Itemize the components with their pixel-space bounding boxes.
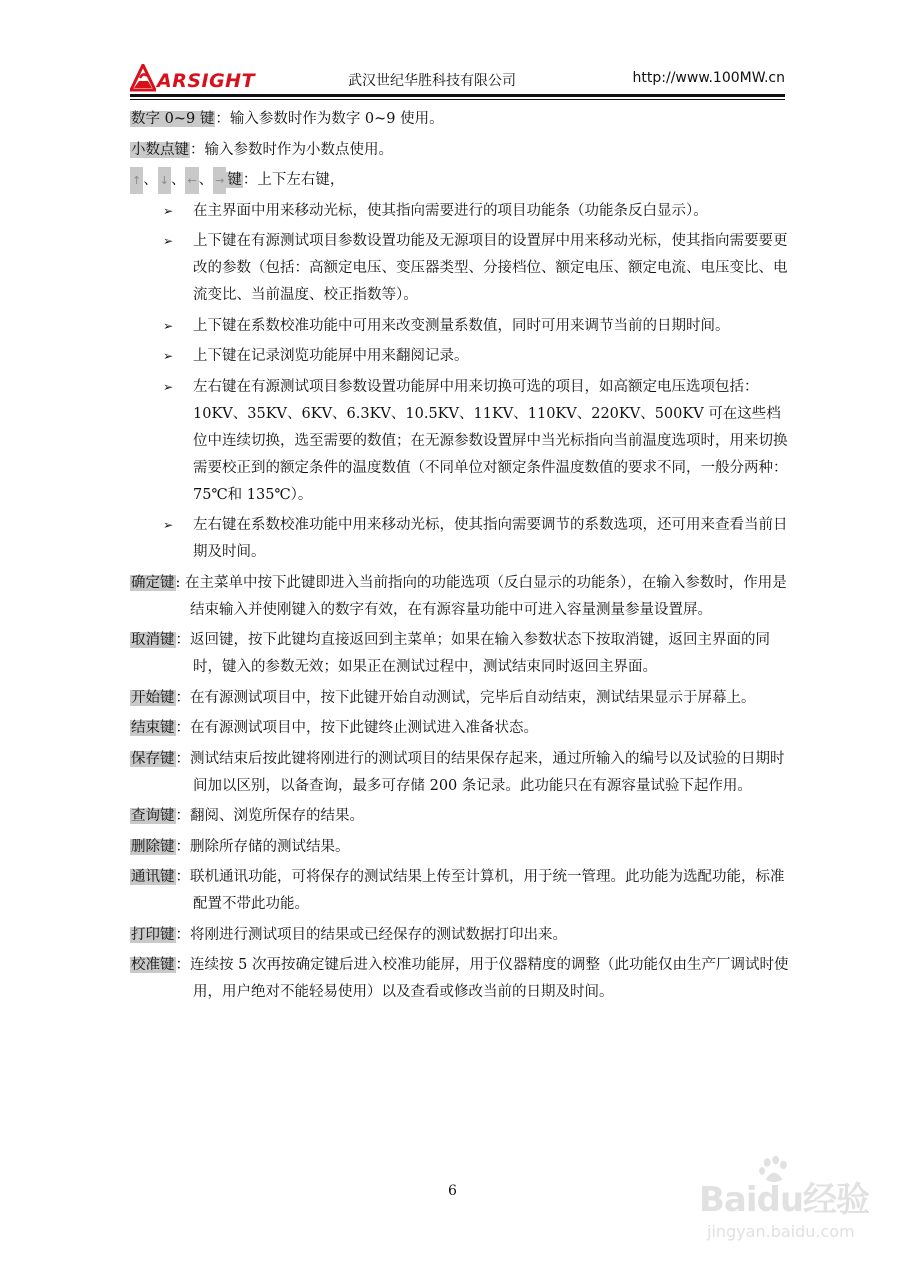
list-item: ➢ 上下键在有源测试项目参数设置功能及无源项目的设置屏中用来移动光标，使其指向需要要更改的参数（包括：高额定电压、变压器类型、分接档位、额定电压、额定电流、电压变比、电流变比、当前温度、校正指数等）。 — [130, 228, 790, 309]
bullet-arrow-icon: ➢ — [163, 349, 174, 363]
company-name: 武汉世纪华胜科技有限公司 — [348, 73, 516, 89]
key-label: 键 — [227, 172, 242, 188]
entry-text: ：联机通讯功能，可将保存的测试结果上传至计算机，用于统一管理。此功能为选配功能，标准配置不带此功能。 — [175, 869, 785, 912]
company-url: http://www.100MW.cn — [632, 70, 785, 86]
entry-text: ：返回键，按下此键均直接返回到主菜单；如果在输入参数状态下按取消键，返回主界面的同时，键入的参数无效；如果正在测试过程中，测试结束同时返回主界面。 — [175, 632, 770, 675]
bullet-arrow-icon: ➢ — [163, 203, 174, 218]
key-label: 保存键 — [131, 750, 175, 767]
entry-text: ：输入参数时作为数字 0~9 使用。 — [215, 111, 444, 127]
up-arrow-icon: ↑ — [130, 167, 143, 194]
entry-text: ：在有源测试项目中，按下此键开始自动测试，完毕后自动结束，测试结果显示于屏幕上。 — [175, 689, 756, 706]
entry-text: : 在主菜单中按下此键即进入当前指向的功能选项（反白显示的功能条），在输入参数时，作用是结束输入并使刚键入的数字有效，在有源容量功能中可进入容量测量参量设置屏。 — [175, 574, 787, 618]
key-label: 确定键 — [131, 574, 175, 591]
logo-text: ARSIGHT — [157, 70, 256, 92]
down-arrow-icon: ↓ — [158, 167, 171, 194]
header-rule-thin — [130, 99, 785, 100]
entry-comm — [130, 864, 790, 918]
manual-content — [130, 106, 790, 1010]
bullet-arrow-icon: ➢ — [163, 379, 174, 394]
entry-print — [130, 922, 790, 949]
key-label: 开始键 — [131, 689, 175, 706]
entry-digits — [130, 106, 790, 133]
key-label: 查询键 — [131, 808, 175, 824]
entry-text: ：在有源测试项目中，按下此键终止测试进入准备状态。 — [175, 720, 538, 736]
entry-text: ：连续按 5 次再按确定键后进入校准功能屏，用于仪器精度的调整（此功能仅由生产厂调试时使用，用户绝对不能轻易使用）以及查看或修改当前的日期及时间。 — [175, 957, 789, 1000]
page-number: 6 — [448, 1183, 457, 1199]
entry-cancel — [130, 627, 790, 681]
key-label: 打印键 — [131, 926, 175, 943]
entry-text: ：翻阅、浏览所保存的结果。 — [175, 808, 364, 824]
entry-arrows: ↑ 、 ↓ 、 ← 、 → 键：上下左右键， — [130, 167, 790, 194]
list-item: ➢ 左右键在系数校准功能中用来移动光标，使其指向需要调节的系数选项，还可用来查看当前日期及时间。 — [130, 512, 790, 566]
entry-stop — [130, 715, 790, 742]
bullet-arrow-icon: ➢ — [163, 234, 174, 248]
entry-text: ：测试结束后按此键将刚进行的测试项目的结果保存起来，通过所输入的编号以及试验的日期时间加以区别，以备查询，最多可存储 200 条记录。此功能只在有源容量试验下起作用。 — [175, 750, 785, 794]
page-header — [130, 62, 785, 98]
entry-query — [130, 803, 790, 830]
key-label: 校准键 — [131, 957, 175, 973]
key-label: 通讯键 — [131, 869, 175, 885]
right-arrow-icon: → — [213, 167, 226, 194]
entry-decimal — [130, 137, 790, 164]
entry-start — [130, 685, 790, 712]
watermark-url: jingyan.baidu.com — [707, 1222, 855, 1241]
entry-confirm — [130, 570, 790, 624]
entry-text: ：上下左右键， — [242, 172, 345, 188]
bullet-arrow-icon: ➢ — [163, 518, 174, 532]
watermark — [685, 1150, 885, 1250]
entry-delete — [130, 834, 790, 861]
list-item: ➢ 左右键在有源测试项目参数设置功能屏中用来切换可选的项目，如高额定电压选项包括：10KV、35KV、6KV、6.3KV、10.5KV、11KV、110KV、220KV、500KV 可在这些档位中连续切换，选至需要的数值；在无源参数设置屏中当光标指向当前温度选项时，用来切换需要校正到的额定条件的温度数值（不同单位对额定条件温度数值的要求不同，一般分两种：75℃和 135℃）。 — [130, 374, 790, 509]
key-label: 数字 0~9 键 — [131, 111, 215, 127]
list-item: ➢ 上下键在记录浏览功能屏中用来翻阅记录。 — [130, 343, 790, 370]
list-item: ➢ 上下键在系数校准功能中可用来改变测量系数值，同时可用来调节当前的日期时间。 — [130, 313, 790, 340]
watermark-brand: Baidu经验 — [699, 1180, 870, 1220]
key-label: 小数点键 — [131, 141, 189, 158]
logo-mark-icon — [130, 64, 156, 92]
key-label: 结束键 — [131, 720, 175, 736]
entry-text: ：删除所存储的测试结果。 — [175, 838, 350, 855]
company-logo — [130, 62, 255, 92]
arrow-bullet-list — [130, 198, 790, 567]
list-item: ➢ 在主界面中用来移动光标，使其指向需要进行的项目功能条（功能条反白显示）。 — [130, 198, 790, 225]
entry-text: ：输入参数时作为小数点使用。 — [190, 141, 393, 158]
left-arrow-icon: ← — [185, 167, 198, 194]
entry-calibrate — [130, 952, 790, 1006]
key-label: 取消键 — [131, 632, 175, 648]
key-label: 删除键 — [131, 838, 175, 855]
entry-save — [130, 746, 790, 800]
bullet-arrow-icon: ➢ — [163, 318, 174, 333]
entry-text: ：将刚进行测试项目的结果或已经保存的测试数据打印出来。 — [175, 926, 567, 943]
header-rule-thick — [130, 94, 785, 97]
